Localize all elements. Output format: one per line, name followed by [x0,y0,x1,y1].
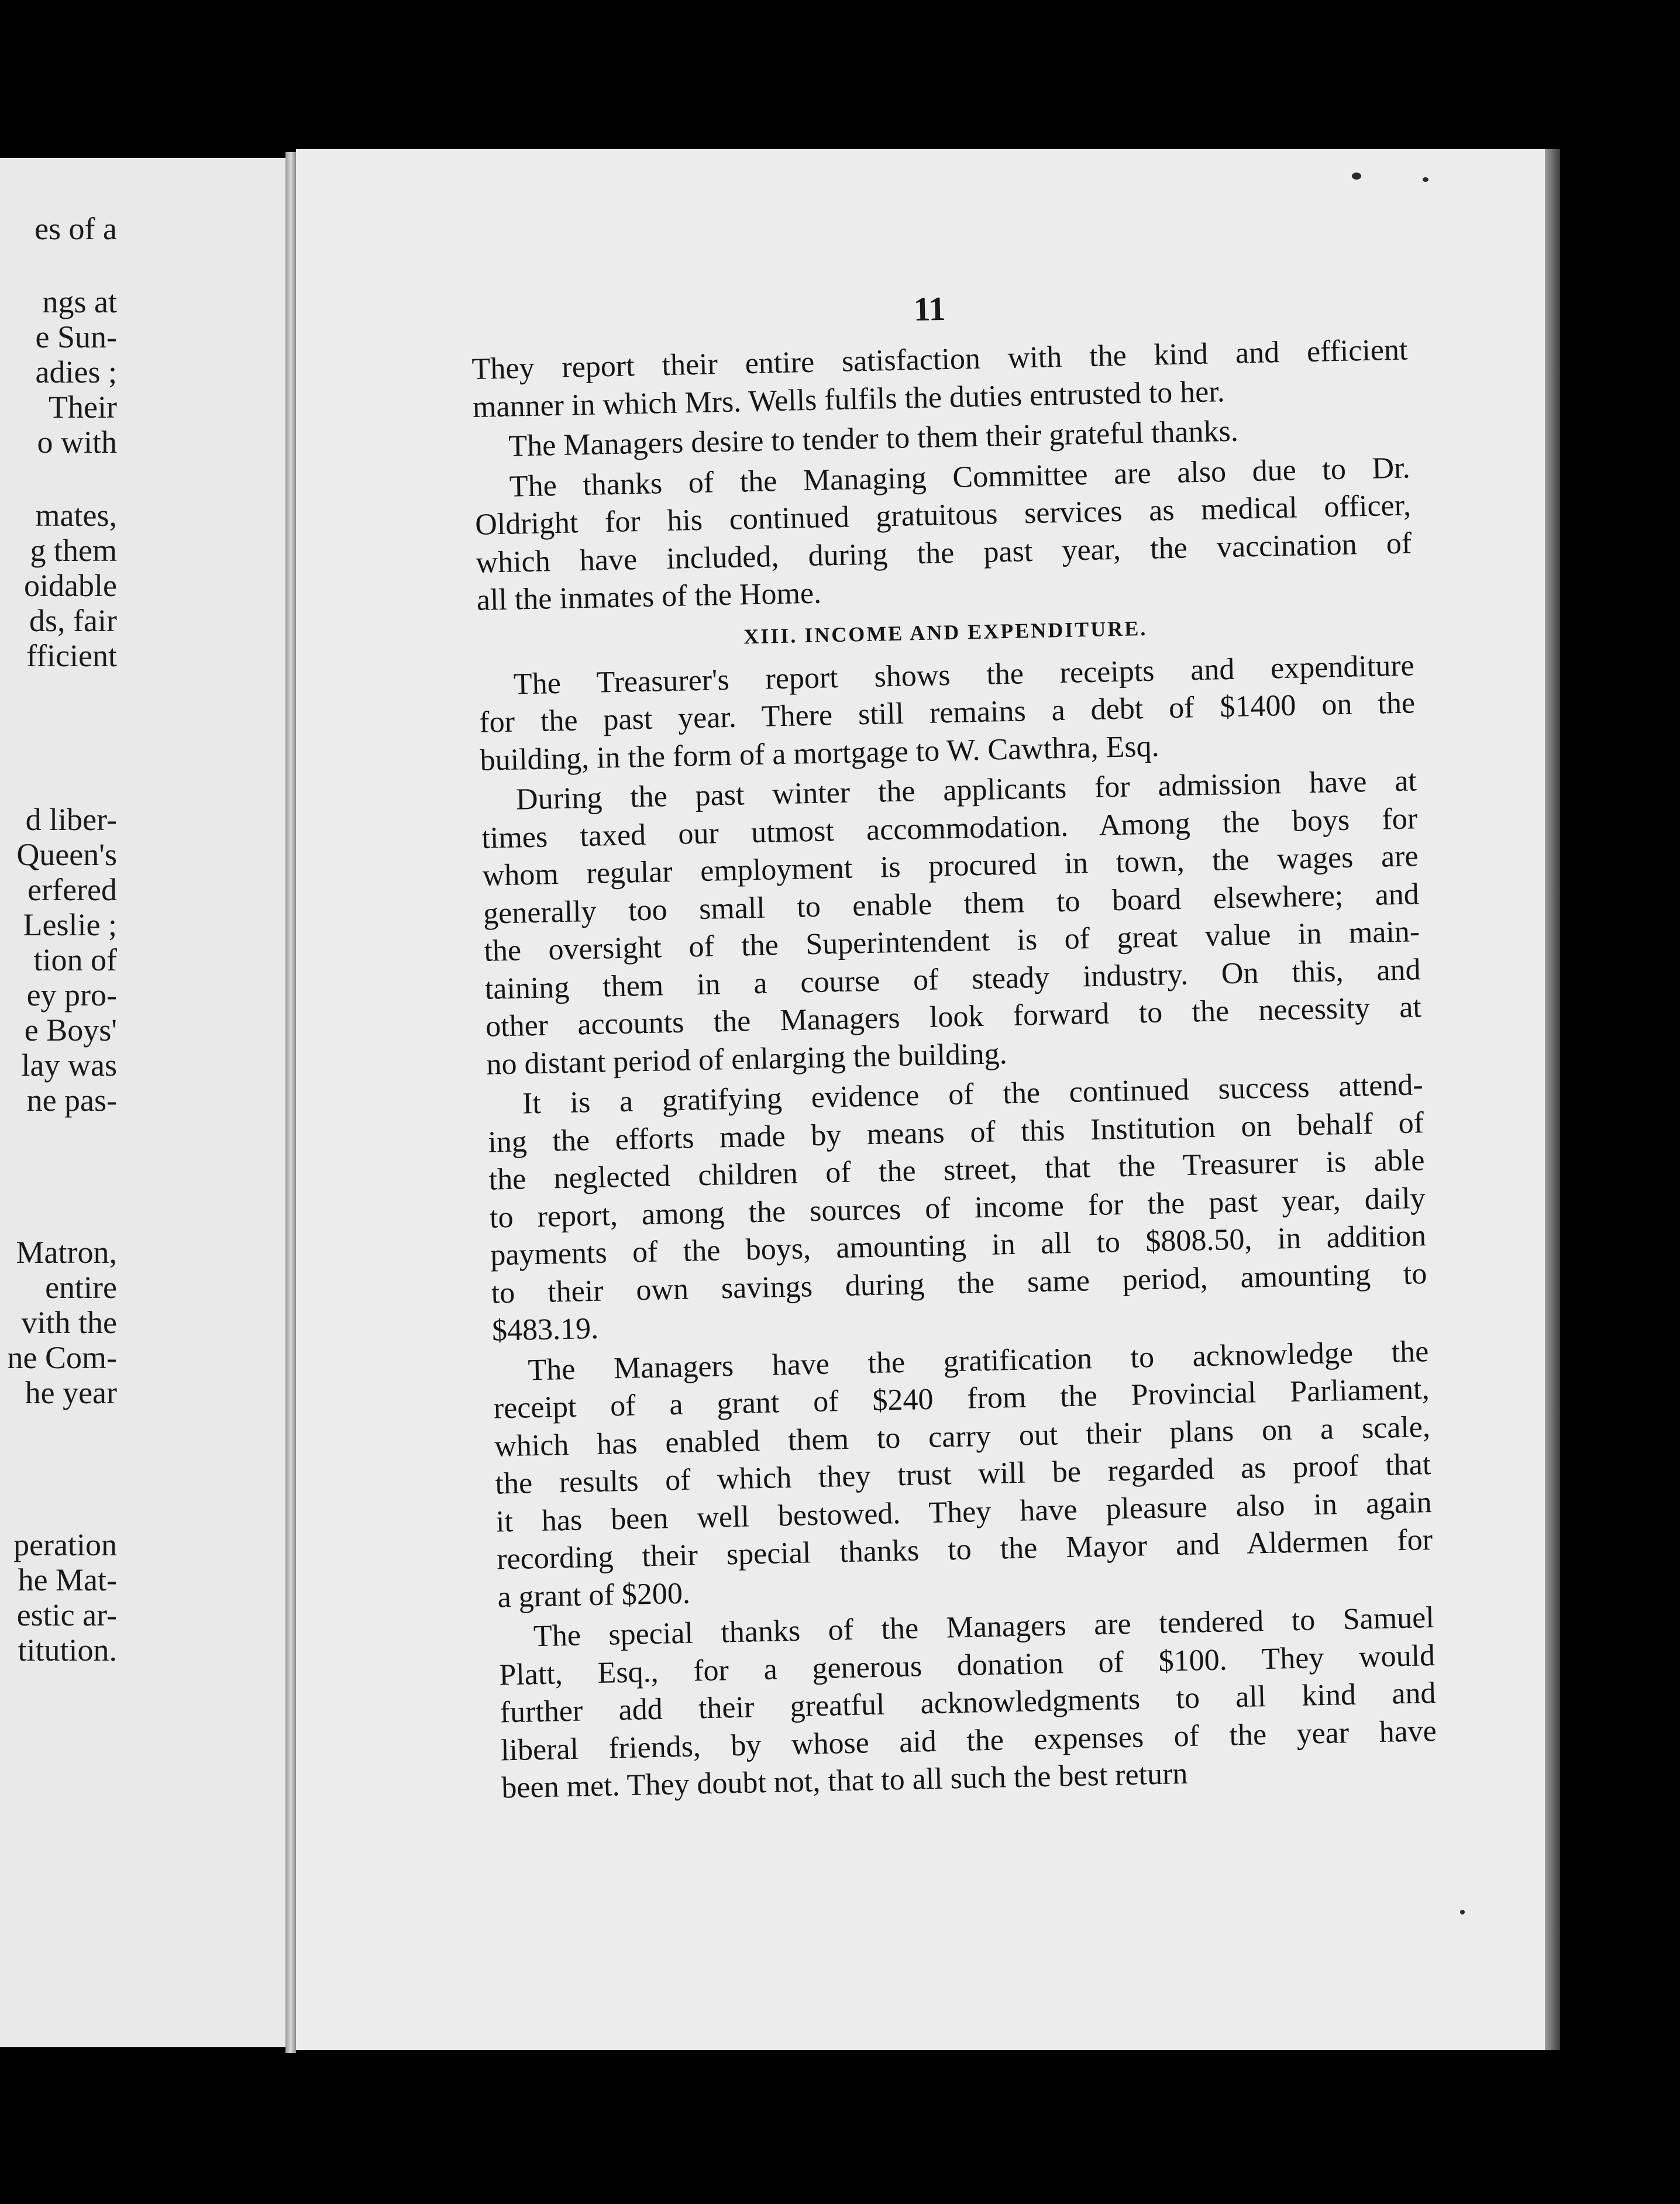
previous-page-line: g them [30,533,117,568]
text-line: manner in which Mrs. Wells fulfils the duties entrusted to her. [472,374,1225,424]
text-line: receipt of a grant of $240 from the Provincial Parliament, [493,1372,1430,1425]
text-line: Platt, Esq., for a generous donation of $100. They would [498,1638,1435,1692]
text-line: The Managers desire to tender to them their grateful thanks. [508,414,1239,463]
text-line: $483.19. [491,1311,599,1348]
paragraph [487,1066,1428,1350]
ink-speck [1423,177,1428,182]
text-line: The Treasurer's report shows the receipts and expenditure [513,648,1415,701]
text-line: taining them in a course of steady industry. On this, and [484,952,1421,1006]
text-line: been met. They doubt not, that to all such the best return [501,1757,1188,1805]
paragraph [498,1599,1437,1807]
previous-page-line: Their [49,390,117,425]
previous-page-text [0,158,117,2047]
text-line: which has enabled them to carry out their plans on a scale, [494,1410,1431,1463]
previous-page-line: peration [13,1527,117,1562]
previous-page-line: ey pro- [26,977,117,1013]
previous-page-line: mates, [35,498,117,533]
text-line: times taxed our utmost accommodation. Among the boys for [481,801,1418,855]
text-line: to report, among the sources of income for the past year, daily [489,1181,1426,1235]
book-gutter [285,152,296,2053]
previous-page-line: entire [45,1270,117,1305]
previous-page-line: titution. [18,1633,117,1668]
previous-page-line: es of a [35,211,117,246]
previous-page-line: tion of [33,942,117,977]
previous-page-line: Queen's [16,837,117,872]
text-line: the neglected children of the street, that the Treasurer is able [488,1144,1425,1197]
text-line: the results of which they trust will be regarded as proof that [494,1448,1431,1501]
paragraph [478,647,1416,780]
previous-page-line: ngs at [42,284,117,319]
text-line: building, in the form of a mortgage to W. Cawthra, Esq. [480,729,1160,777]
previous-page [0,158,292,2047]
text-line: the oversight of the Superintendent is of great value in main- [483,915,1420,968]
previous-page-line: estic ar- [16,1597,117,1633]
page-body [471,331,1438,1809]
text-line: further add their greatful acknowledgments to all kind and [500,1676,1437,1730]
page-number: 11 [913,289,946,328]
text-line: The special thanks of the Managers are tendered to Samuel [533,1601,1435,1654]
previous-page-line: fficient [26,638,117,673]
text-line: a grant of $200. [497,1576,691,1614]
text-line: It is a gratifying evidence of the continued success attend- [522,1068,1424,1121]
previous-page-line: Leslie ; [23,907,117,942]
previous-page-line: oidable [24,568,117,603]
text-line: ing the efforts made by means of this Institution on behalf of [487,1106,1424,1159]
previous-page-line: erfered [27,872,117,907]
paragraph [480,762,1422,1083]
paragraph [474,449,1413,619]
text-line: whom regular employment is procured in town, the wages are [482,839,1419,893]
text-line: liberal friends, by whose aid the expenses of the year have [500,1714,1437,1767]
previous-page-line: he Mat- [18,1562,117,1597]
text-line: for the past year. There still remains a debt of $1400 on the [478,686,1416,739]
previous-page-line: ne pas- [26,1083,117,1118]
previous-page-line: lay was [21,1048,117,1083]
previous-page-line: d liber- [25,802,117,837]
text-line: other accounts the Managers look forward to the necessity at [485,990,1422,1044]
previous-page-line: he year [25,1375,117,1410]
text-line: They report their entire satisfaction with the kind and efficient [471,333,1408,386]
text-line: all the inmates of the Home. [476,576,822,617]
previous-page-line: o with [37,425,117,460]
previous-page-line: vith the [21,1305,117,1340]
ink-speck [1460,1910,1465,1914]
section-heading: XIII. INCOME AND EXPENDITURE. [743,616,1148,648]
previous-page-line: ne Com- [7,1340,117,1375]
previous-page-line: adies ; [35,354,117,390]
current-page [296,149,1545,2050]
text-line: payments of the boys, amounting in all to $808.50, in addition [490,1219,1427,1272]
page-edge-shadow [1545,149,1560,2050]
text-line: to their own savings during the same period, amounting to [491,1256,1427,1310]
previous-page-line: e Boys' [24,1013,117,1048]
previous-page-line: Matron, [16,1235,117,1270]
text-line: The Managers have the gratification to acknowledge the [527,1334,1429,1387]
previous-page-line: e Sun- [35,319,117,354]
text-line: which have included, during the past year, the vaccination of [475,526,1412,580]
paragraph [493,1333,1434,1617]
ink-speck [1352,173,1361,180]
previous-page-line: ds, fair [29,603,117,638]
text-line: no distant period of enlarging the building. [486,1036,1008,1082]
text-line: generally too small to enable them to board elsewhere; and [483,877,1420,931]
text-line: recording their special thanks to the Mayor and Aldermen for [496,1523,1433,1576]
text-line: it has been well bestowed. They have pleasure also in again [495,1485,1433,1539]
text-line: Oldright for his continued gratuitous services as medical officer, [474,488,1412,542]
text-line: The thanks of the Managing Committee are also due to Dr. [509,450,1411,504]
text-line: During the past winter the applicants for admission have at [515,764,1417,817]
